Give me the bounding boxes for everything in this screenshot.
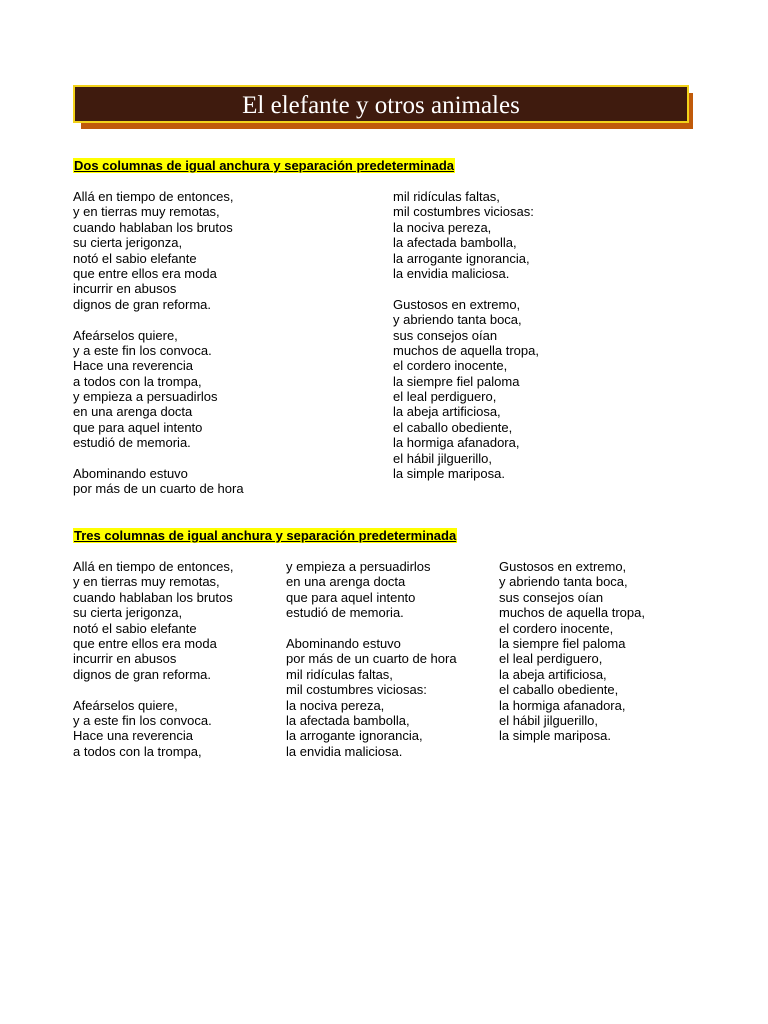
section1-column-1: [73, 189, 244, 497]
verse-line: la nociva pereza,: [393, 219, 492, 235]
verse-line: a todos con la trompa,: [73, 373, 202, 389]
verse-line: incurrir en abusos: [73, 651, 177, 667]
section2-column-1: [73, 559, 233, 759]
section2-column-2: [286, 559, 457, 759]
verse-line: y empieza a persuadirlos: [286, 559, 431, 574]
verse-line: sus consejos oían: [393, 327, 498, 343]
section2-heading: Tres columnas de igual anchura y separación predeterminada: [74, 528, 457, 543]
verse-line: dignos de gran reforma.: [73, 296, 212, 312]
verse-line: la afectada bambolla,: [286, 712, 410, 728]
stanza-gap: [73, 451, 244, 466]
verse-line: la hormiga afanadora,: [393, 435, 520, 451]
verse-line: por más de un cuarto de hora: [73, 481, 244, 497]
verse-line: cuando hablaban los brutos: [73, 219, 233, 235]
verse-line: Gustosos en extremo,: [499, 559, 627, 574]
verse-line: su cierta jerigonza,: [73, 605, 183, 621]
verse-line: muchos de aquella tropa,: [499, 605, 645, 621]
verse-line: y en tierras muy remotas,: [73, 574, 220, 590]
verse-line: el cordero inocente,: [499, 620, 614, 636]
verse-line: muchos de aquella tropa,: [393, 342, 539, 358]
verse-line: dignos de gran reforma.: [73, 666, 212, 682]
verse-line: mil ridículas faltas,: [393, 189, 500, 204]
verse-line: la hormiga afanadora,: [499, 697, 626, 713]
verse-line: y a este fin los convoca.: [73, 712, 212, 728]
verse-line: la afectada bambolla,: [393, 235, 517, 251]
verse-line: incurrir en abusos: [73, 281, 177, 297]
stanza-gap: [73, 682, 233, 697]
verse-line: Allá en tiempo de entonces,: [73, 559, 234, 574]
verse-line: cuando hablaban los brutos: [73, 589, 233, 605]
section1-heading: Dos columnas de igual anchura y separación predeterminada: [74, 158, 455, 173]
verse-line: la simple mariposa.: [499, 728, 611, 744]
verse-line: su cierta jerigonza,: [73, 235, 183, 251]
verse-line: mil costumbres viciosas:: [393, 204, 534, 220]
verse-line: el leal perdiguero,: [499, 651, 603, 667]
verse-line: mil ridículas faltas,: [286, 666, 393, 682]
verse-line: Abominando estuvo: [73, 466, 188, 482]
verse-line: el cordero inocente,: [393, 358, 508, 374]
verse-line: la siempre fiel paloma: [393, 373, 520, 389]
verse-line: sus consejos oían: [499, 589, 604, 605]
stanza-gap: [393, 281, 539, 296]
verse-line: que para aquel intento: [286, 589, 416, 605]
verse-line: la abeja artificiosa,: [393, 404, 501, 420]
verse-line: y abriendo tanta boca,: [393, 312, 522, 328]
verse-line: Afeárselos quiere,: [73, 327, 178, 343]
verse-line: y en tierras muy remotas,: [73, 204, 220, 220]
verse-line: estudió de memoria.: [73, 435, 191, 451]
verse-line: la abeja artificiosa,: [499, 666, 607, 682]
verse-line: en una arenga docta: [286, 574, 406, 590]
verse-line: el caballo obediente,: [499, 682, 619, 698]
verse-line: y empieza a persuadirlos: [73, 389, 218, 405]
stanza-gap: [286, 621, 457, 636]
verse-line: y a este fin los convoca.: [73, 342, 212, 358]
title-banner: [73, 85, 695, 129]
verse-line: el hábil jilguerillo,: [393, 450, 492, 466]
verse-line: estudió de memoria.: [286, 605, 404, 621]
verse-line: el hábil jilguerillo,: [499, 712, 598, 728]
verse-line: mil costumbres viciosas:: [286, 682, 427, 698]
verse-line: Hace una reverencia: [73, 728, 193, 744]
verse-line: Gustosos en extremo,: [393, 296, 521, 312]
verse-line: que entre ellos era moda: [73, 635, 217, 651]
title-box: [73, 85, 689, 123]
verse-line: la arrogante ignorancia,: [393, 250, 530, 266]
verse-line: en una arenga docta: [73, 404, 193, 420]
verse-line: la envidia maliciosa.: [286, 743, 403, 759]
verse-line: que para aquel intento: [73, 419, 203, 435]
verse-line: Allá en tiempo de entonces,: [73, 189, 234, 204]
verse-line: que entre ellos era moda: [73, 265, 217, 281]
verse-line: Afeárselos quiere,: [73, 697, 178, 713]
verse-line: notó el sabio elefante: [73, 250, 197, 266]
verse-line: a todos con la trompa,: [73, 743, 202, 759]
verse-line: por más de un cuarto de hora: [286, 651, 457, 667]
verse-line: notó el sabio elefante: [73, 620, 197, 636]
page-title: El elefante y otros animales: [242, 91, 520, 119]
verse-line: Hace una reverencia: [73, 358, 193, 374]
verse-line: y abriendo tanta boca,: [499, 574, 628, 590]
verse-line: la arrogante ignorancia,: [286, 728, 423, 744]
section2-column-3: [499, 559, 645, 744]
verse-line: la nociva pereza,: [286, 697, 385, 713]
verse-line: Abominando estuvo: [286, 635, 401, 651]
section1-column-2: [393, 189, 539, 481]
verse-line: la simple mariposa.: [393, 466, 505, 482]
stanza-gap: [73, 312, 244, 327]
verse-line: la siempre fiel paloma: [499, 635, 626, 651]
verse-line: el caballo obediente,: [393, 419, 513, 435]
verse-line: la envidia maliciosa.: [393, 265, 510, 281]
verse-line: el leal perdiguero,: [393, 389, 497, 405]
